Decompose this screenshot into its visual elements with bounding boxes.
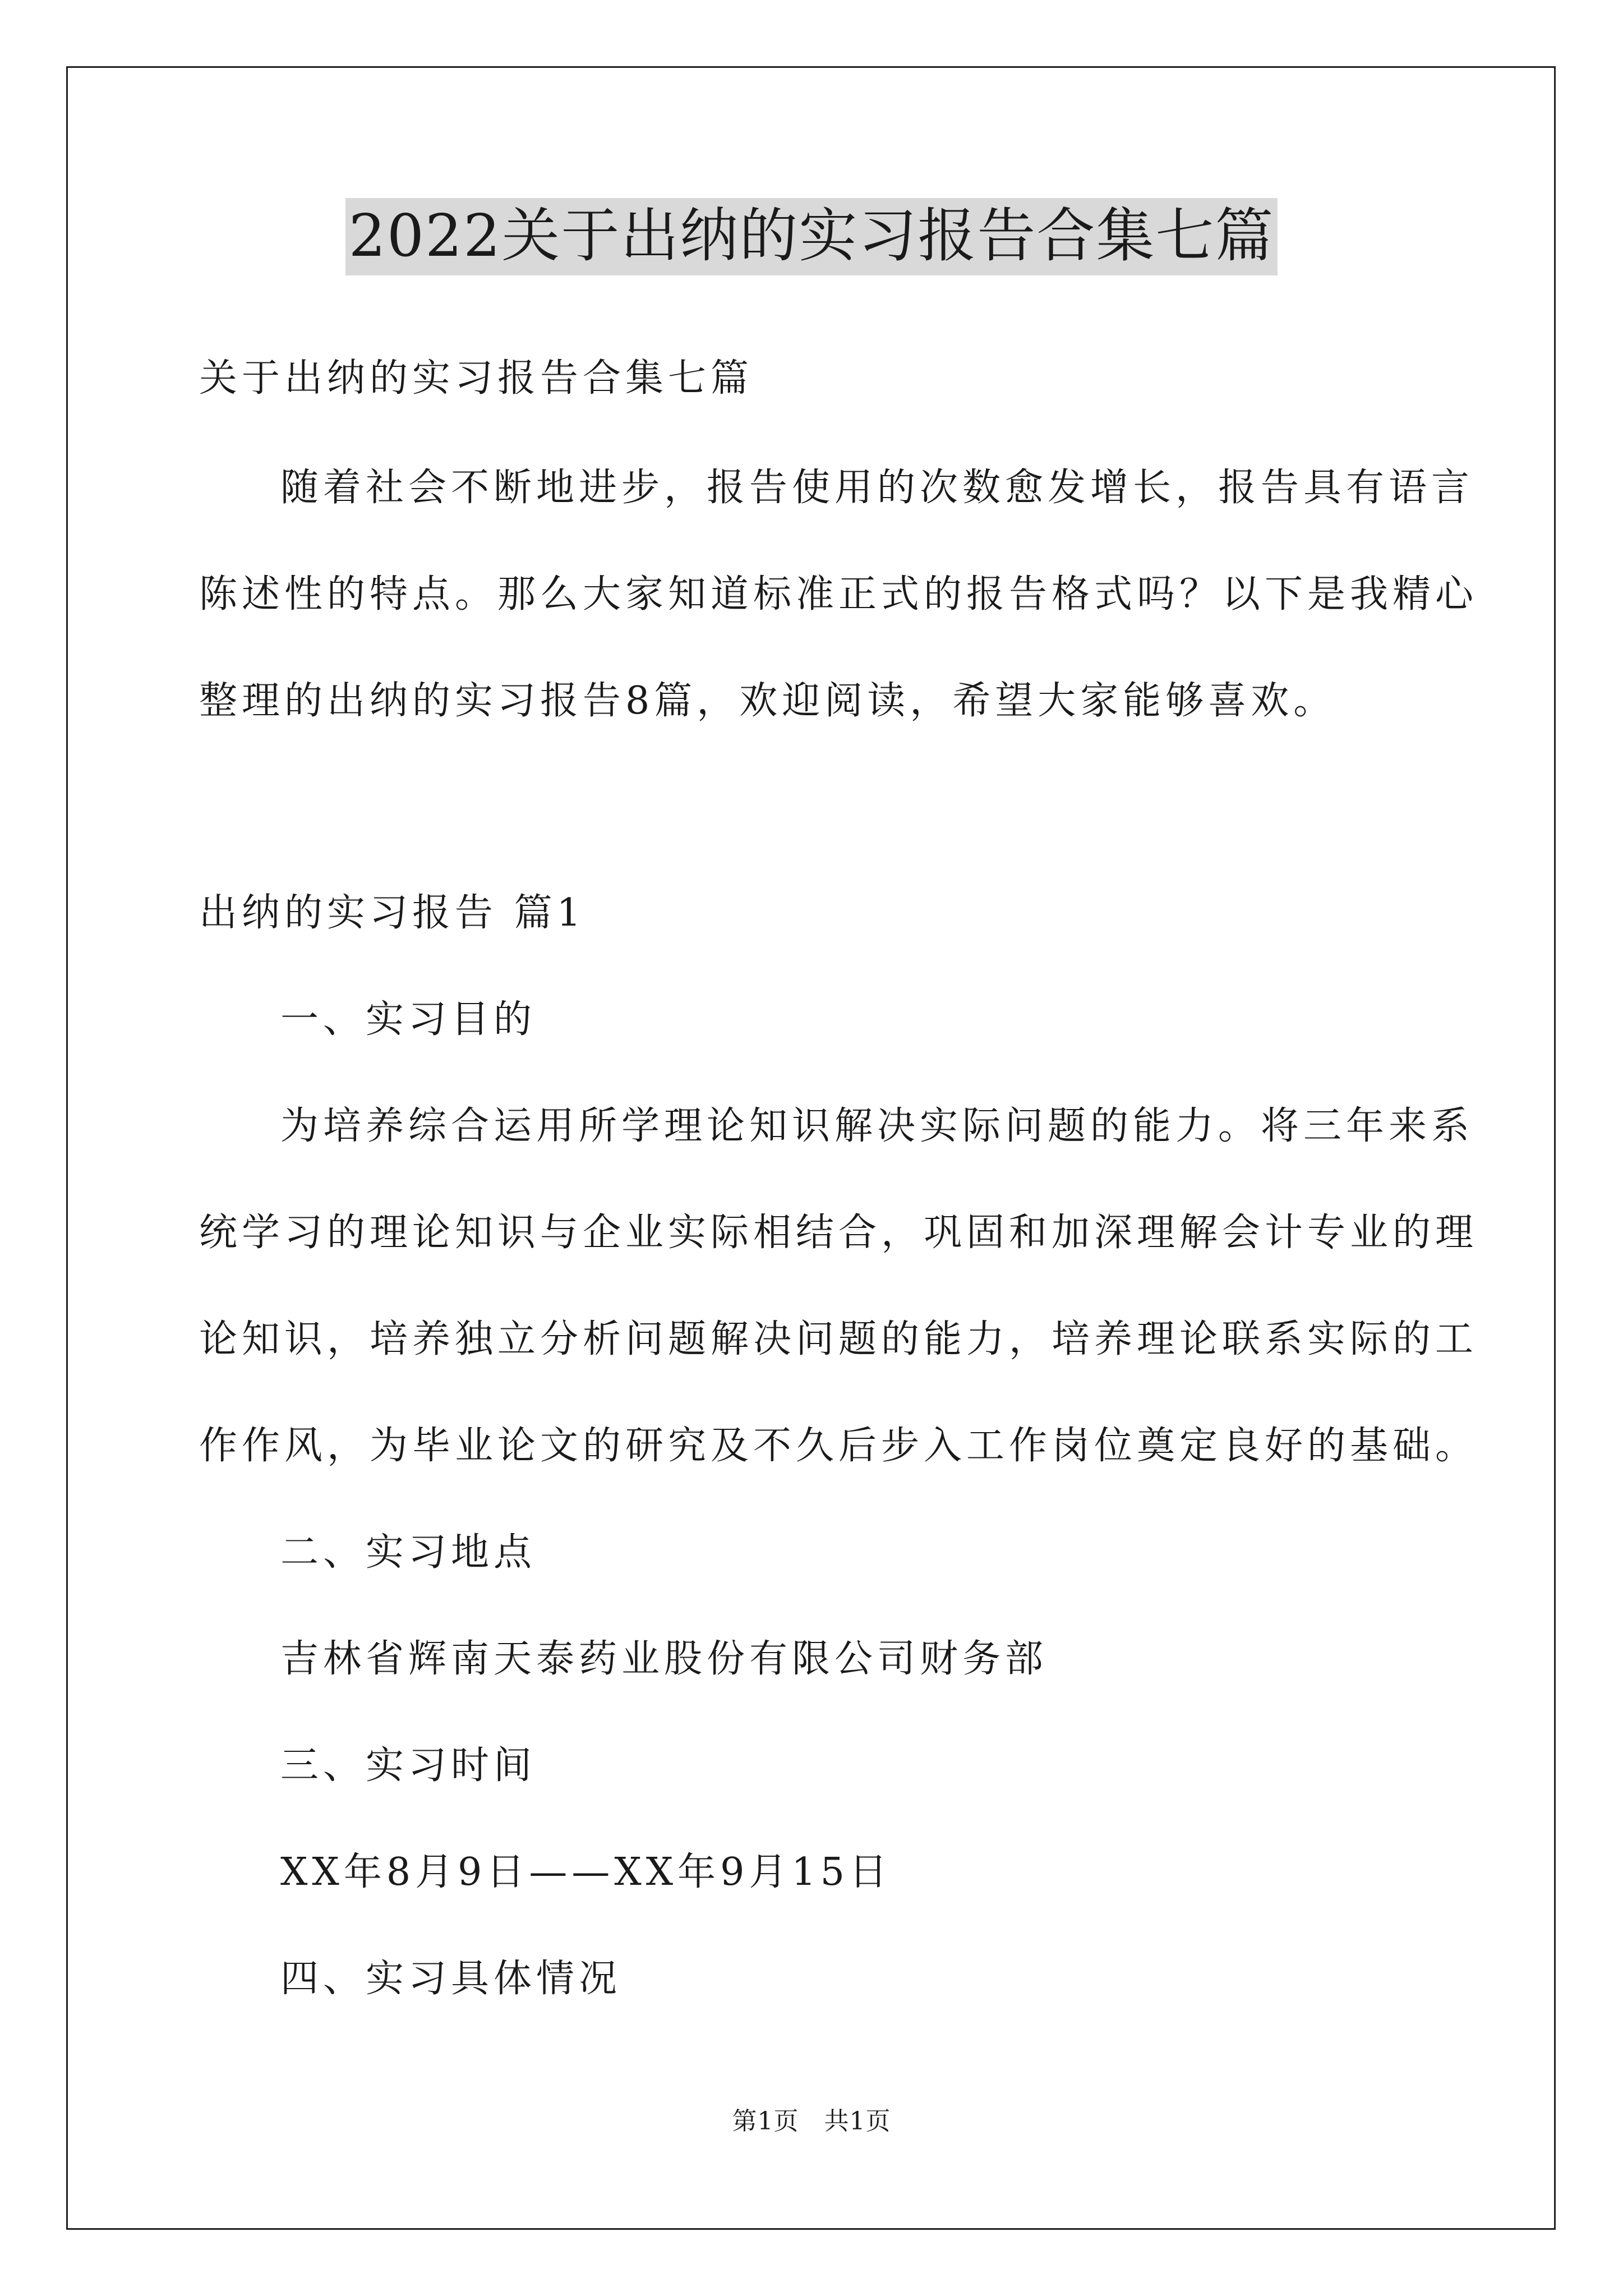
details-heading: 四、实习具体情况 xyxy=(280,1957,622,2001)
section-heading: 出纳的实习报告 篇1 xyxy=(199,891,585,935)
purpose-heading: 一、实习目的 xyxy=(280,997,537,1042)
place-body: 吉林省辉南天泰药业股份有限公司财务部 xyxy=(280,1637,1048,1681)
purpose-line-3: 论知识，培养独立分析问题解决问题的能力，培养理论联系实际的工 xyxy=(199,1317,1478,1361)
intro-line-2: 陈述性的特点。那么大家知道标准正式的报告格式吗？以下是我精心 xyxy=(199,572,1478,616)
intro-line-3: 整理的出纳的实习报告8篇，欢迎阅读，希望大家能够喜欢。 xyxy=(199,679,1336,723)
intro-line-1: 随着社会不断地进步，报告使用的次数愈发增长，报告具有语言 xyxy=(280,466,1474,510)
time-body: XX年8月9日——XX年9月15日 xyxy=(280,1850,892,1894)
purpose-line-1: 为培养综合运用所学理论知识解决实际问题的能力。将三年来系 xyxy=(280,1104,1474,1148)
document-title xyxy=(0,196,1623,275)
time-heading: 三、实习时间 xyxy=(280,1743,537,1788)
purpose-line-4: 作作风，为毕业论文的研究及不久后步入工作岗位奠定良好的基础。 xyxy=(199,1424,1478,1468)
document-title-text: 2022关于出纳的实习报告合集七篇 xyxy=(345,198,1278,275)
page-footer: 第1页 共1页 xyxy=(732,2107,891,2136)
purpose-line-2: 统学习的理论知识与企业实际相结合，巩固和加深理解会计专业的理 xyxy=(199,1211,1478,1255)
document-subtitle: 关于出纳的实习报告合集七篇 xyxy=(199,356,754,401)
place-heading: 二、实习地点 xyxy=(280,1530,537,1575)
